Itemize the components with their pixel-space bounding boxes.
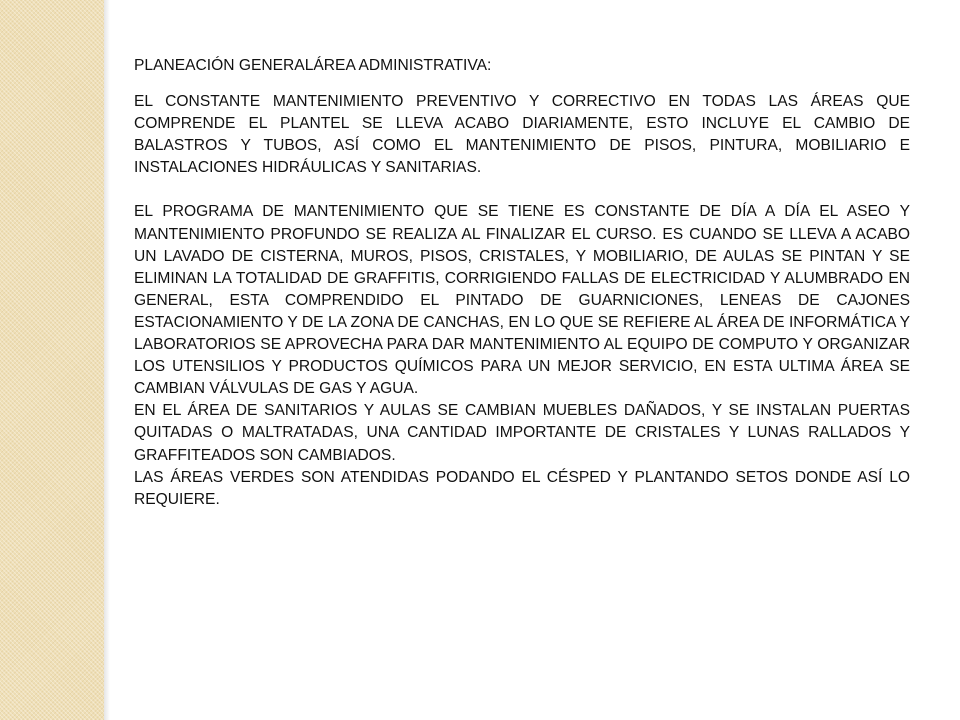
side-band-shadow bbox=[104, 0, 110, 720]
paragraph-maintenance-overview: EL CONSTANTE MANTENIMIENTO PREVENTIVO Y CORRECTIVO EN TODAS LAS ÁREAS QUE COMPRENDE EL PLANTEL SE LLEVA ACABO DIARIAMENTE, ESTO INCLUYE EL CAMBIO DE BALASTROS Y TUBOS, ASÍ COMO EL MANTENIMIENTO DE PISOS, PINTURA, MOBILIARIO E INSTALACIONES HIDRÁULICAS Y SANITARIAS. bbox=[134, 93, 910, 177]
paragraph-maintenance-program: EL PROGRAMA DE MANTENIMIENTO QUE SE TIENE ES CONSTANTE DE DÍA A DÍA EL ASEO Y MANTENIMIENTO PROFUNDO SE REALIZA AL FINALIZAR EL CURSO. ES CUANDO SE LLEVA A ACABO UN LAVADO DE CISTERNA, MUROS, PISOS, CRISTALES, Y MOBILIARIO, DE AULAS SE PINTAN Y SE ELIMINAN LA TOTALIDAD DE GRAFFITIS, CORRIGIENDO FALLAS DE ELECTRICIDAD Y ALUMBRADO EN GENERAL, ESTA COMPRENDIDO EL PINTADO DE GUARNICIONES, LENEAS DE CAJONES ESTACIONAMIENTO Y DE LA ZONA DE CANCHAS, EN LO QUE SE REFIERE AL ÁREA DE INFORMÁTICA Y LABORATORIOS SE APROVECHA PARA DAR MANTENIMIENTO AL EQUIPO DE COMPUTO Y ORGANIZAR LOS UTENSILIOS Y PRODUCTOS QUÍMICOS PARA UN MEJOR SERVICIO, EN ESTA ULTIMA ÁREA SE CAMBIAN VÁLVULAS DE GAS Y AGUA. bbox=[134, 203, 910, 398]
paragraph-green-areas: LAS ÁREAS VERDES SON ATENDIDAS PODANDO EL CÉSPED Y PLANTANDO SETOS DONDE ASÍ LO REQUIERE. bbox=[134, 468, 910, 508]
slide-content bbox=[134, 55, 910, 511]
slide-heading: PLANEACIÓN GENERALÁREA ADMINISTRATIVA: bbox=[134, 57, 492, 74]
paragraph-sanitary-and-classrooms: EN EL ÁREA DE SANITARIOS Y AULAS SE CAMBIAN MUEBLES DAÑADOS, Y SE INSTALAN PUERTAS QUITADAS O MALTRATADAS, UNA CANTIDAD IMPORTANTE DE CRISTALES Y LUNAS RALLADOS Y GRAFFITEADOS SON CAMBIADOS. bbox=[134, 402, 910, 464]
decorative-side-band bbox=[0, 0, 104, 720]
